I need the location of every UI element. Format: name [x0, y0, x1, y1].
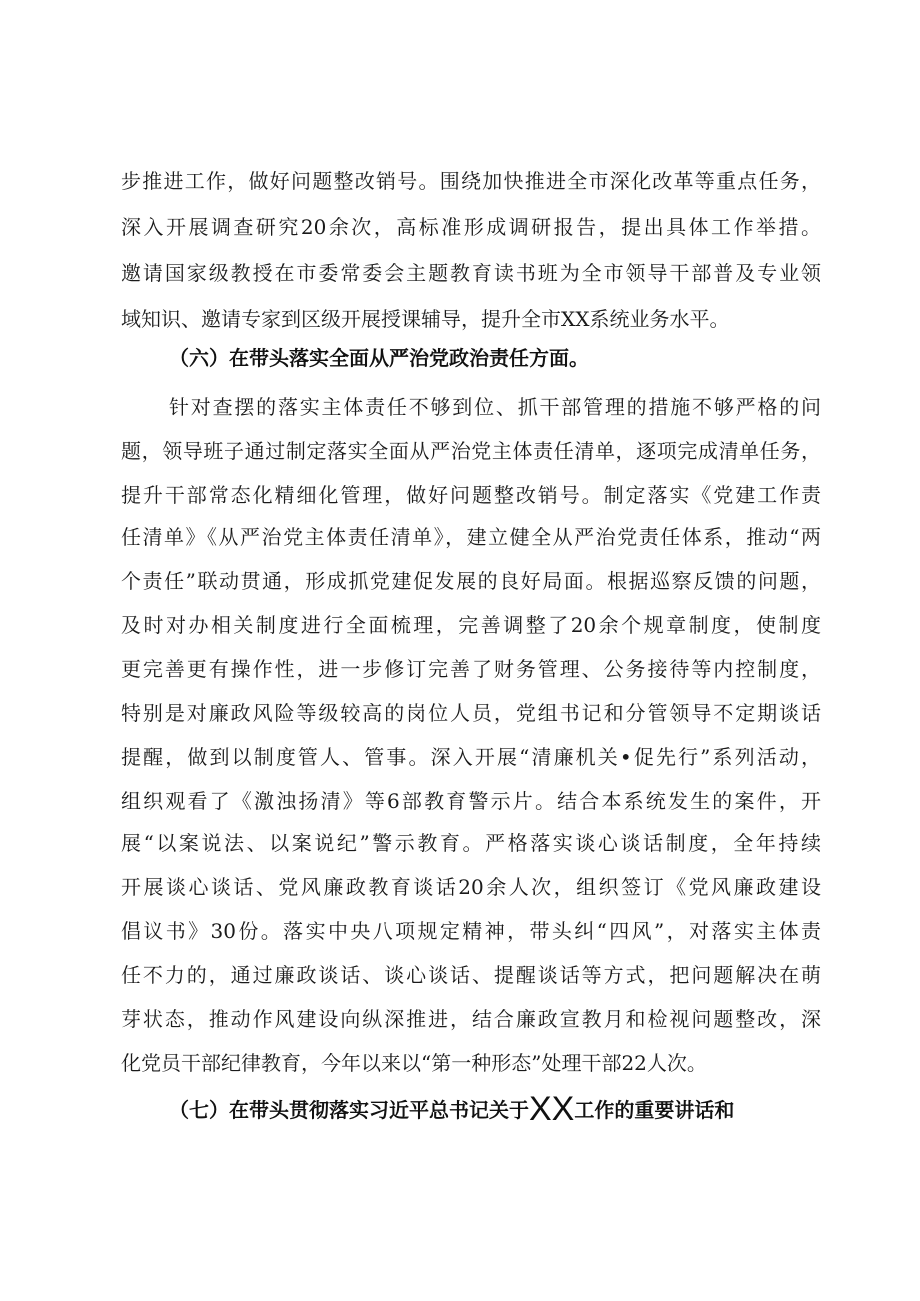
- paragraph-line: 任清单》《从严治党主体责任清单》，建立健全从严治党责任体系，推动“两: [121, 525, 821, 549]
- paragraph-line: 展“以案说法、以案说纪”警示教育。严格落实谈心谈话制度，全年持续: [121, 831, 821, 855]
- paragraph-line: 针对查摆的落实主体责任不够到位、抓干部管理的措施不够严格的问: [169, 395, 821, 419]
- paragraph-line: 特别是对廉政风险等级较高的岗位人员，党组书记和分管领导不定期谈话: [121, 701, 821, 725]
- heading-7-after: 工作的重要讲话和: [574, 1098, 735, 1122]
- paragraph-line: 深入开展调查研究20余次，高标准形成调研报告，提出具体工作举措。: [121, 215, 821, 239]
- heading-7-before: （七）在带头贯彻落实习近平总书记关于: [169, 1098, 529, 1122]
- section-heading-7: [169, 1090, 821, 1128]
- paragraph-line: 提升干部常态化精细化管理，做好问题整改销号。制定落实《党建工作责: [121, 483, 821, 507]
- paragraph-line: 及时对办相关制度进行全面梳理，完善调整了20余个规章制度，使制度: [121, 613, 821, 637]
- paragraph-line: 邀请国家级教授在市委常委会主题教育读书班为全市领导干部普及专业领: [121, 261, 821, 285]
- paragraph-line: 域知识、邀请专家到区级开展授课辅导，提升全市XX系统业务水平。: [121, 307, 730, 331]
- paragraph-line: 更完善更有操作性，进一步修订完善了财务管理、公务接待等内控制度，: [121, 657, 821, 681]
- paragraph-line: 个责任”联动贯通，形成抓党建促发展的良好局面。根据巡察反馈的问题，: [121, 569, 821, 593]
- paragraph-line: 题，领导班子通过制定落实全面从严治党主体责任清单，逐项完成清单任务，: [121, 439, 821, 463]
- section-heading-6: （六）在带头落实全面从严治党政治责任方面。: [169, 346, 589, 370]
- paragraph-line: 组织观看了《激浊扬清》等6部教育警示片。结合本系统发生的案件，开: [121, 789, 821, 813]
- paragraph-line: 化党员干部纪律教育，今年以来以“第一种形态”处理干部22人次。: [121, 1051, 707, 1075]
- paragraph-line: 任不力的，通过廉政谈话、谈心谈话、提醒谈话等方式，把问题解决在萌: [121, 963, 821, 987]
- paragraph-line: 倡议书》30份。落实中央八项规定精神，带头纠“四风”，对落实主体责: [121, 919, 821, 943]
- paragraph-line: 提醒，做到以制度管人、管事。深入开展“清廉机关•促先行”系列活动，: [121, 745, 821, 769]
- paragraph-line: 步推进工作，做好问题整改销号。围绕加快推进全市深化改革等重点任务，: [121, 169, 821, 193]
- heading-7-xx: XX: [529, 1090, 575, 1128]
- paragraph-line: 开展谈心谈话、党风廉政教育谈话20余人次，组织签订《党风廉政建设: [121, 875, 821, 899]
- paragraph-line: 芽状态，推动作风建设向纵深推进，结合廉政宣教月和检视问题整改，深: [121, 1007, 821, 1031]
